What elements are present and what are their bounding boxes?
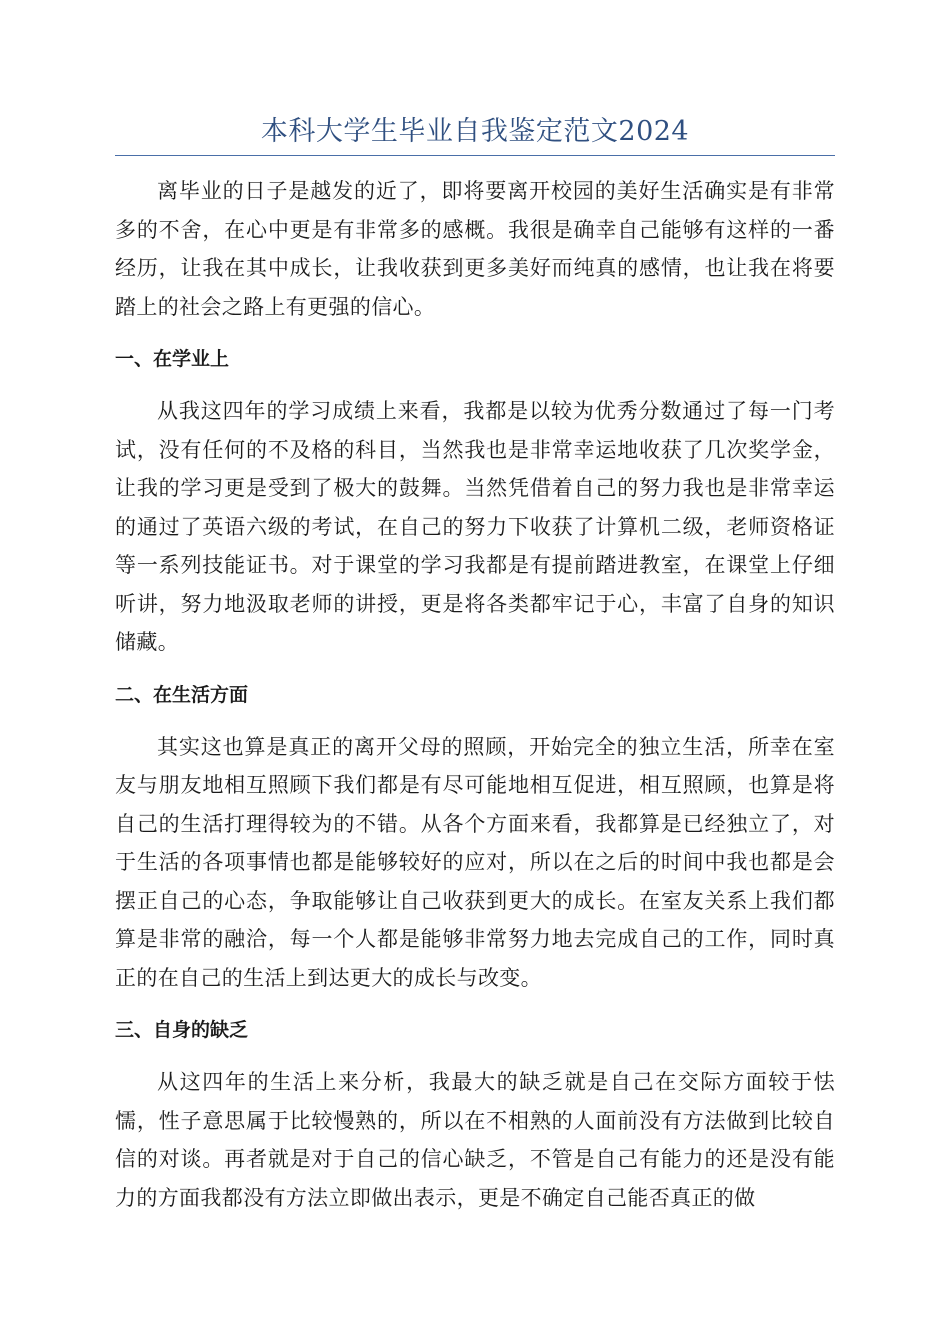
- page-title: 本科大学生毕业自我鉴定范文2024: [260, 116, 690, 147]
- section-heading-shortcomings: 三、自身的缺乏: [115, 1019, 249, 1041]
- title-divider: [115, 155, 835, 156]
- section-body-life: 其实这也算是真正的离开父母的照顾，开始完全的独立生活，所幸在室友与朋友地相互照顾下我们都是有尽可能地相互促进，相互照顾，也算是将自己的生活打理得较为的不错。从各个方面来看，我都算是已经独立了，对于生活的各项事情也都是能够较好的应对，所以在之后的时间中我也都是会摆正自己的心态，争取能够让自己收获到更大的成长。在室友关系上我们都算是非常的融洽，每一个人都是能够非常努力地去完成自己的工作，同时真正的在自己的生活上到达更大的成长与改变。: [115, 734, 835, 990]
- intro-paragraph: 离毕业的日子是越发的近了，即将要离开校园的美好生活确实是有非常多的不舍，在心中更是有非常多的感概。我很是确幸自己能够有这样的一番经历，让我在其中成长，让我收获到更多美好而纯真的感情，也让我在将要踏上的社会之路上有更强的信心。: [115, 179, 835, 319]
- section-body-shortcomings: 从这四年的生活上来分析，我最大的缺乏就是自己在交际方面较于怯懦，性子意思属于比较慢熟的，所以在不相熟的人面前没有方法做到比较自信的对谈。再者就是对于自己的信心缺乏，不管是自己有能力的还是没有能力的方面我都没有方法立即做出表示，更是不确定自己能否真正的做: [115, 1070, 835, 1210]
- section-body-academics: 从我这四年的学习成绩上来看，我都是以较为优秀分数通过了每一门考试，没有任何的不及格的科目，当然我也是非常幸运地收获了几次奖学金，让我的学习更是受到了极大的鼓舞。当然凭借着自己的努力我也是非常幸运的通过了英语六级的考试，在自己的努力下收获了计算机二级，老师资格证等一系列技能证书。对于课堂的学习我都是有提前踏进教室，在课堂上仔细听讲，努力地汲取老师的讲授，更是将各类都牢记于心，丰富了自身的知识储藏。: [115, 399, 835, 654]
- section-heading-academics: 一、在学业上: [115, 348, 230, 370]
- document-page: [115, 112, 835, 1217]
- section-heading-life: 二、在生活方面: [115, 683, 249, 706]
